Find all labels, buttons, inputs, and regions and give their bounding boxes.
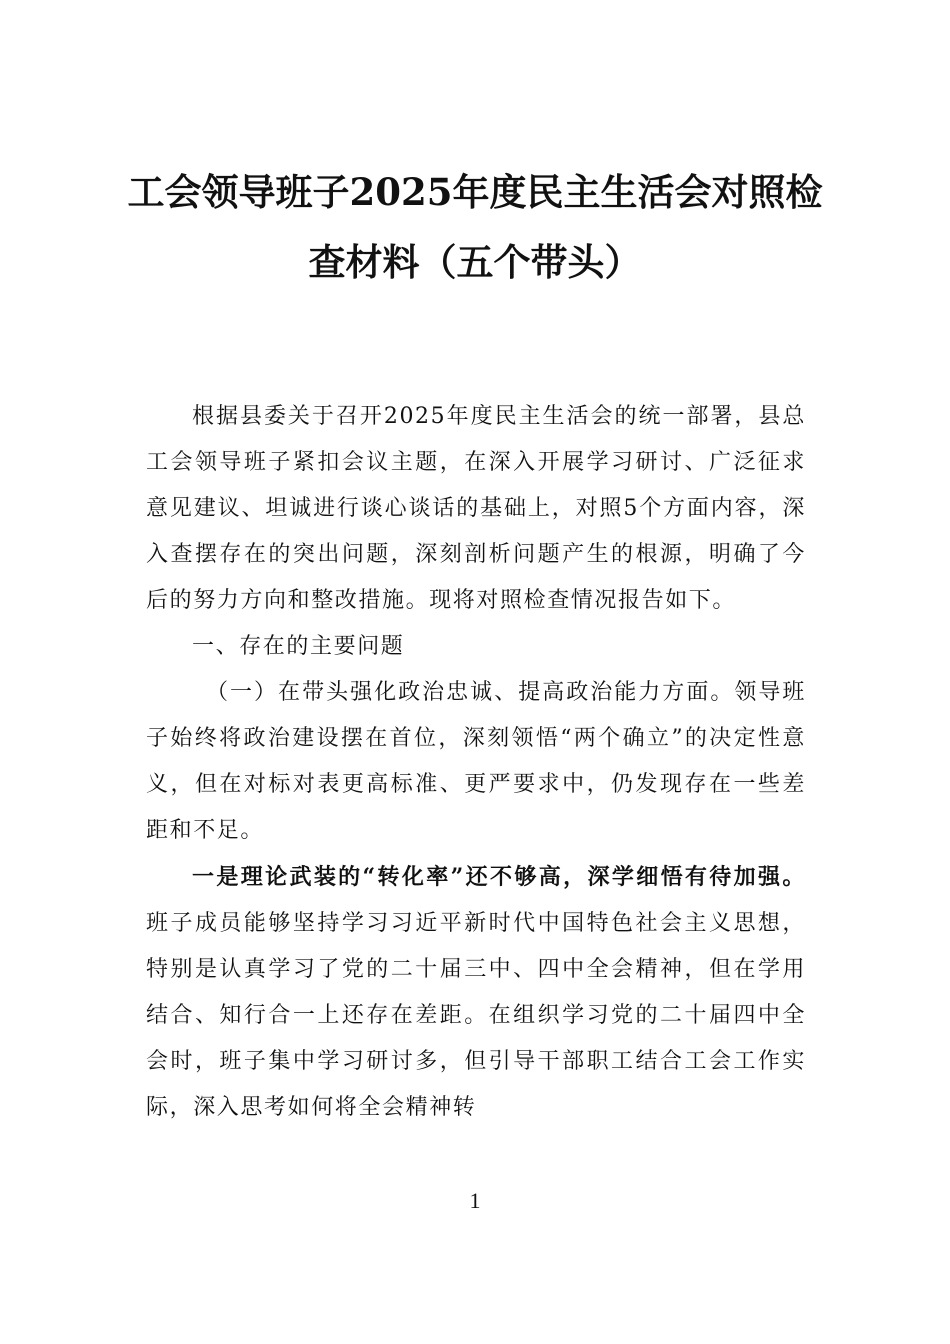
point-theory-armament: [146, 854, 806, 1131]
intro-paragraph: 根据县委关于召开2025年度民主生活会的统一部署，县总工会领导班子紧扣会议主题，在深入开展学习研讨、广泛征求意见建议、坦诚进行谈心谈话的基础上，对照5个方面内容，深入查摆存在的突出问题，深刻剖析问题产生的根源，明确了今后的努力方向和整改措施。现将对照检查情况报告如下。: [146, 404, 806, 613]
subsection-political-loyalty: （一）在带头强化政治忠诚、提高政治能力方面。领导班子始终将政治建设摆在首位，深刻领悟“两个确立”的决定性意义，但在对标对表更高标准、更严要求中，仍发现存在一些差距和不足。: [146, 680, 806, 843]
section-heading-problems: 一、存在的主要问题: [192, 634, 405, 659]
page-number: 1: [469, 1188, 481, 1213]
document-title-line-2: 查材料（五个带头）: [308, 240, 642, 284]
document-body: [146, 394, 806, 1131]
document-title-line-1: 工会领导班子2025年度民主生活会对照检: [127, 170, 823, 214]
point-theory-armament-text: 班子成员能够坚持学习习近平新时代中国特色社会主义思想，特别是认真学习了党的二十届三中、四中全会精神，但在学用结合、知行合一上还存在差距。在组织学习党的二十届四中全会时，班子集中学习研讨多，但引导干部职工结合工会工作实际，深入思考如何将全会精神转: [146, 911, 806, 1120]
point-theory-armament-lead: 一是理论武装的“转化率”还不够高，深学细悟有待加强。: [192, 864, 806, 890]
